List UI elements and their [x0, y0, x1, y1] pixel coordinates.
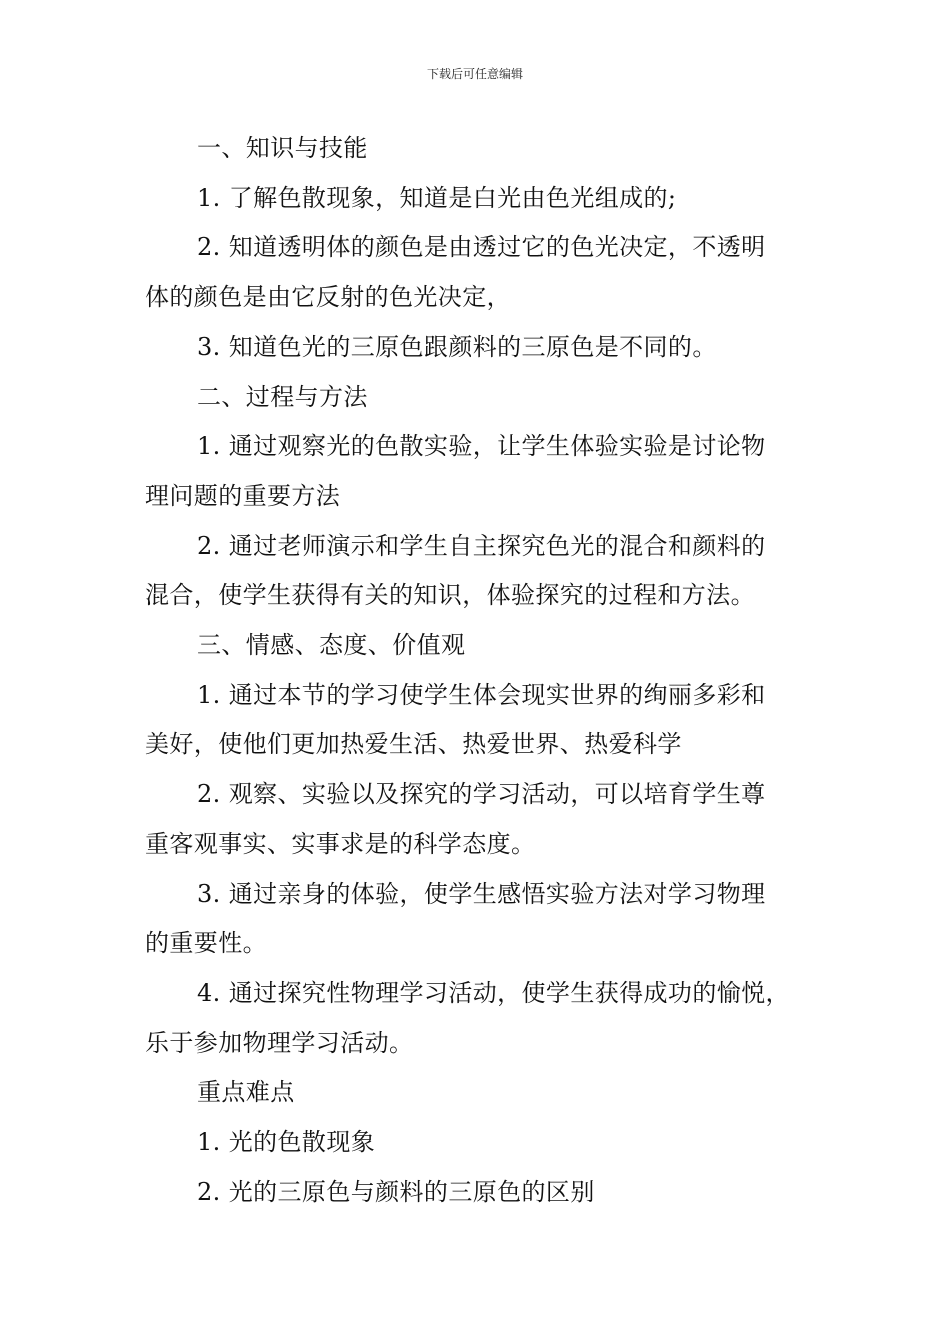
paragraph-line: 1. 通过观察光的色散实验，让学生体验实验是讨论物: [197, 432, 766, 461]
paragraph-line: 理问题的重要方法: [145, 481, 341, 510]
document-body: [145, 124, 815, 1217]
section-heading: 三、情感、态度、价值观: [197, 631, 466, 660]
paragraph-line: 1. 了解色散现象，知道是白光由色光组成的;: [197, 183, 677, 212]
paragraph-line: 混合，使学生获得有关的知识，体验探究的过程和方法。: [145, 581, 755, 610]
paragraph-line: 乐于参加物理学习活动。: [145, 1028, 414, 1057]
paragraph-line: 2. 知道透明体的颜色是由透过它的色光决定，不透明: [197, 233, 766, 262]
section-heading: 重点难点: [197, 1078, 295, 1107]
section-heading: 一、知识与技能: [197, 134, 368, 162]
paragraph-line: 1. 通过本节的学习使学生体会现实世界的绚丽多彩和: [197, 680, 766, 709]
paragraph-line: 2. 光的三原色与颜料的三原色的区别: [197, 1177, 595, 1206]
paragraph-line: 1. 光的色散现象: [197, 1128, 376, 1157]
paragraph-line: 3. 通过亲身的体验，使学生感悟实验方法对学习物理: [197, 879, 766, 908]
paragraph-line: 的重要性。: [145, 929, 267, 958]
page-header-note: 下载后可任意编辑: [426, 67, 523, 81]
paragraph-line: 美好，使他们更加热爱生活、热爱世界、热爱科学: [145, 730, 682, 759]
paragraph-line: 4. 通过探究性物理学习活动，使学生获得成功的愉悦，: [197, 978, 790, 1007]
paragraph-line: 3. 知道色光的三原色跟颜料的三原色是不同的。: [197, 332, 717, 361]
paragraph-line: 2. 通过老师演示和学生自主探究色光的混合和颜料的: [197, 531, 766, 560]
paragraph-line: 重客观事实、实事求是的科学态度。: [145, 829, 536, 858]
section-heading: 二、过程与方法: [197, 382, 368, 411]
paragraph-line: 体的颜色是由它反射的色光决定，: [145, 283, 511, 312]
paragraph-line: 2. 观察、实验以及探究的学习活动，可以培育学生尊: [197, 780, 766, 809]
